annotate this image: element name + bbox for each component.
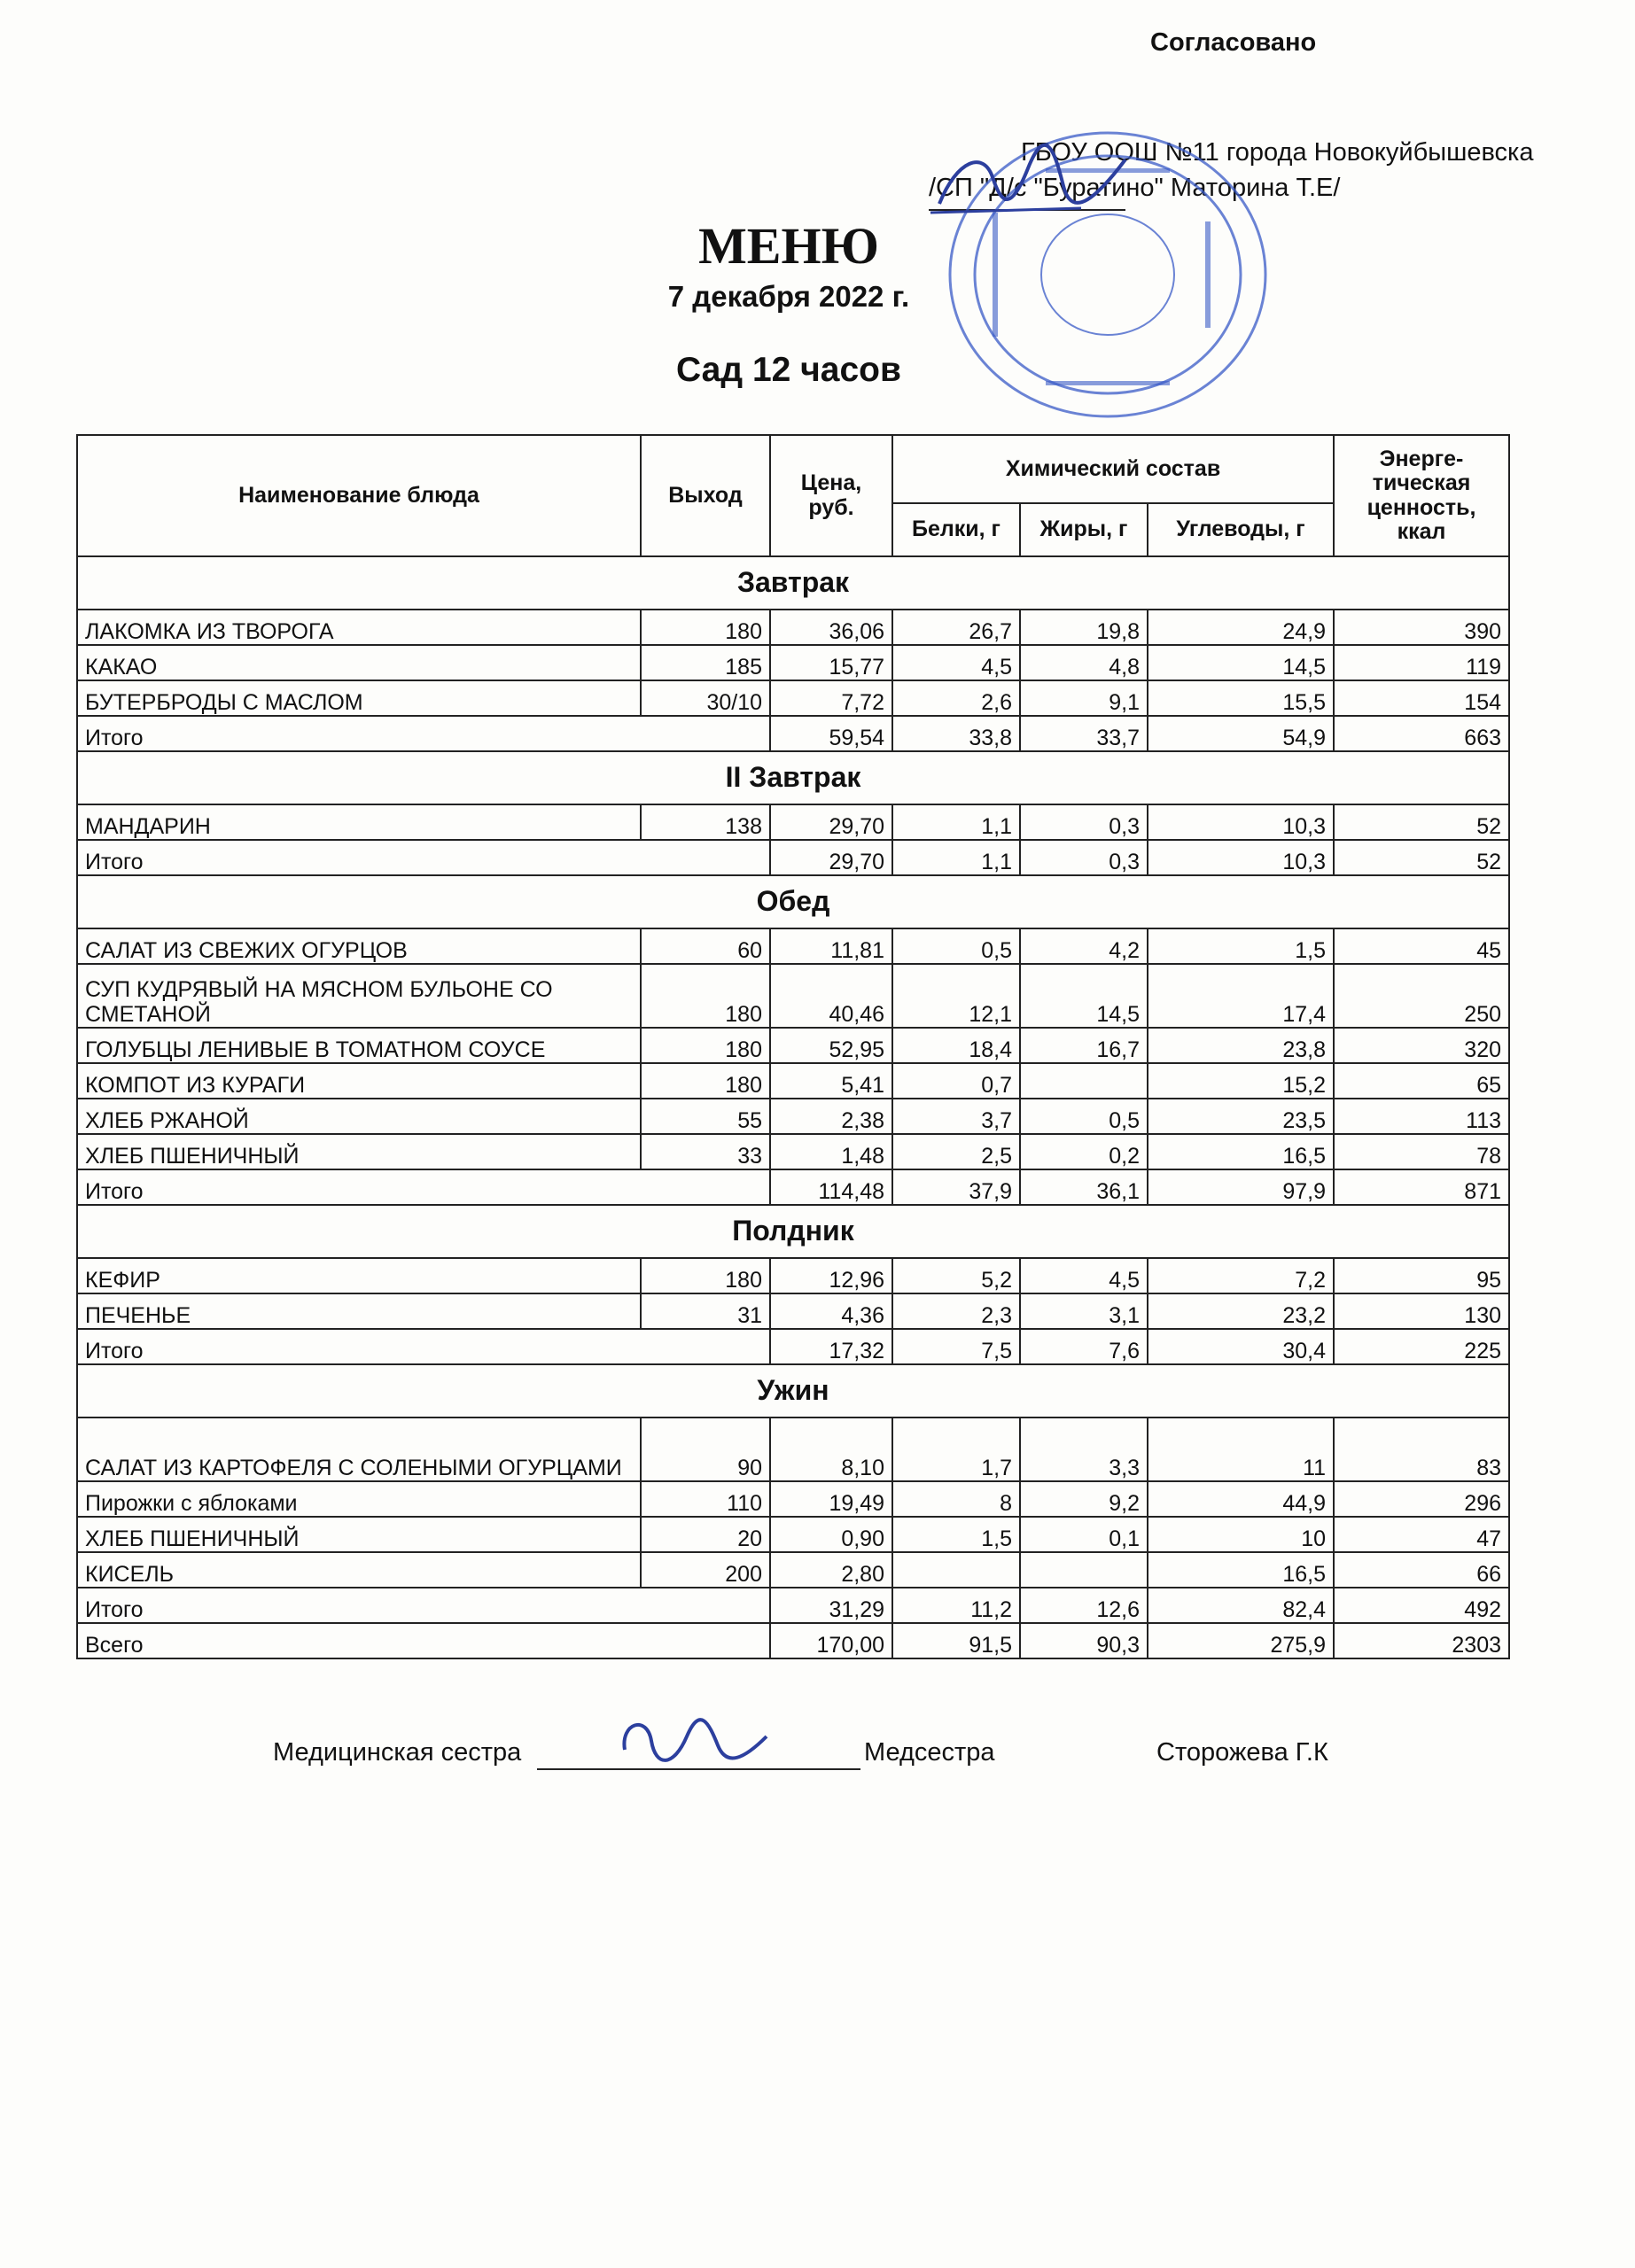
dish-energy: 66 xyxy=(1334,1552,1509,1588)
grand-total-c: 275,9 xyxy=(1148,1623,1334,1658)
dish-output: 60 xyxy=(641,928,770,964)
menu-table xyxy=(76,434,1510,1659)
total-price: 31,29 xyxy=(770,1588,892,1623)
table-row xyxy=(77,645,1509,680)
dish-proteins: 2,6 xyxy=(892,680,1020,716)
dish-name: КЕФИР xyxy=(77,1258,641,1293)
total-c: 54,9 xyxy=(1148,716,1334,751)
table-row xyxy=(77,1134,1509,1169)
dish-carbs: 23,2 xyxy=(1148,1293,1334,1329)
dish-price: 19,49 xyxy=(770,1481,892,1517)
footer-name: Сторожева Г.К xyxy=(1156,1738,1328,1767)
document-date: 7 декабря 2022 г. xyxy=(667,280,910,313)
total-label: Итого xyxy=(77,1169,770,1205)
dish-price: 7,72 xyxy=(770,680,892,716)
dish-energy: 130 xyxy=(1334,1293,1509,1329)
section-title: Ужин xyxy=(77,1364,1509,1418)
total-p: 1,1 xyxy=(892,840,1020,875)
dish-name: ЛАКОМКА ИЗ ТВОРОГА xyxy=(77,610,641,645)
dish-energy: 154 xyxy=(1334,680,1509,716)
dish-output: 180 xyxy=(641,610,770,645)
grand-total-price: 170,00 xyxy=(770,1623,892,1658)
footer-role: Медсестра xyxy=(864,1738,995,1767)
dish-output: 180 xyxy=(641,1028,770,1063)
total-c: 82,4 xyxy=(1148,1588,1334,1623)
dish-name: ХЛЕБ ПШЕНИЧНЫЙ xyxy=(77,1517,641,1552)
dish-name: БУТЕРБРОДЫ С МАСЛОМ xyxy=(77,680,641,716)
table-row xyxy=(77,680,1509,716)
dish-carbs: 17,4 xyxy=(1148,964,1334,1028)
total-row xyxy=(77,1329,1509,1364)
dish-name: ПЕЧЕНЬЕ xyxy=(77,1293,641,1329)
dish-energy: 113 xyxy=(1334,1099,1509,1134)
section-header xyxy=(77,875,1509,928)
dish-output: 185 xyxy=(641,645,770,680)
dish-carbs: 11 xyxy=(1148,1418,1334,1481)
dish-output: 180 xyxy=(641,1063,770,1099)
dish-carbs: 1,5 xyxy=(1148,928,1334,964)
section-title: Обед xyxy=(77,875,1509,928)
dish-energy: 45 xyxy=(1334,928,1509,964)
header-fats: Жиры, г xyxy=(1020,503,1148,556)
table-row xyxy=(77,1028,1509,1063)
table-row xyxy=(77,1418,1509,1481)
dish-carbs: 16,5 xyxy=(1148,1552,1334,1588)
table-row xyxy=(77,1099,1509,1134)
dish-name: Пирожки с яблоками xyxy=(77,1481,641,1517)
dish-proteins: 1,7 xyxy=(892,1418,1020,1481)
table-row xyxy=(77,1063,1509,1099)
dish-price: 2,80 xyxy=(770,1552,892,1588)
dish-energy: 320 xyxy=(1334,1028,1509,1063)
dish-fats: 3,1 xyxy=(1020,1293,1148,1329)
dish-name: САЛАТ ИЗ КАРТОФЕЛЯ С СОЛЕНЫМИ ОГУРЦАМИ xyxy=(77,1418,641,1481)
dish-energy: 250 xyxy=(1334,964,1509,1028)
dish-price: 15,77 xyxy=(770,645,892,680)
total-p: 37,9 xyxy=(892,1169,1020,1205)
dish-energy: 78 xyxy=(1334,1134,1509,1169)
table-row xyxy=(77,1481,1509,1517)
total-label: Итого xyxy=(77,1588,770,1623)
dish-price: 52,95 xyxy=(770,1028,892,1063)
total-row xyxy=(77,716,1509,751)
dish-carbs: 23,5 xyxy=(1148,1099,1334,1134)
dish-name: ХЛЕБ ПШЕНИЧНЫЙ xyxy=(77,1134,641,1169)
total-f: 7,6 xyxy=(1020,1329,1148,1364)
dish-fats: 0,2 xyxy=(1020,1134,1148,1169)
dish-output: 55 xyxy=(641,1099,770,1134)
total-f: 36,1 xyxy=(1020,1169,1148,1205)
dish-carbs: 44,9 xyxy=(1148,1481,1334,1517)
dish-carbs: 23,8 xyxy=(1148,1028,1334,1063)
dish-fats: 0,5 xyxy=(1020,1099,1148,1134)
dish-proteins: 8 xyxy=(892,1481,1020,1517)
dish-fats: 16,7 xyxy=(1020,1028,1148,1063)
dish-output: 110 xyxy=(641,1481,770,1517)
section-title: II Завтрак xyxy=(77,751,1509,804)
section-title: Полдник xyxy=(77,1205,1509,1258)
total-price: 59,54 xyxy=(770,716,892,751)
dish-energy: 47 xyxy=(1334,1517,1509,1552)
dish-proteins: 2,5 xyxy=(892,1134,1020,1169)
grand-total-p: 91,5 xyxy=(892,1623,1020,1658)
dish-proteins: 4,5 xyxy=(892,645,1020,680)
header-price: Цена, руб. xyxy=(770,435,892,556)
total-label: Итого xyxy=(77,840,770,875)
header-proteins: Белки, г xyxy=(892,503,1020,556)
header-name: Наименование блюда xyxy=(77,435,641,556)
grand-total-label: Всего xyxy=(77,1623,770,1658)
dish-output: 90 xyxy=(641,1418,770,1481)
total-e: 871 xyxy=(1334,1169,1509,1205)
dish-output: 31 xyxy=(641,1293,770,1329)
organization-line-2: /СП "Д/с "Буратино" Маторина Т.Е/ xyxy=(929,174,1341,202)
dish-carbs: 16,5 xyxy=(1148,1134,1334,1169)
table-row xyxy=(77,964,1509,1028)
dish-price: 11,81 xyxy=(770,928,892,964)
dish-energy: 296 xyxy=(1334,1481,1509,1517)
dish-fats: 14,5 xyxy=(1020,964,1148,1028)
header-energy: Энерге-тическая ценность, ккал xyxy=(1334,435,1509,556)
dish-output: 200 xyxy=(641,1552,770,1588)
table-row xyxy=(77,1258,1509,1293)
approved-label: Согласовано xyxy=(1150,28,1317,57)
dish-output: 33 xyxy=(641,1134,770,1169)
total-f: 33,7 xyxy=(1020,716,1148,751)
total-label: Итого xyxy=(77,716,770,751)
total-p: 33,8 xyxy=(892,716,1020,751)
approval-signature xyxy=(922,142,1134,221)
grand-total-e: 2303 xyxy=(1334,1623,1509,1658)
dish-proteins: 5,2 xyxy=(892,1258,1020,1293)
document-subtitle: Сад 12 часов xyxy=(676,351,901,389)
dish-energy: 83 xyxy=(1334,1418,1509,1481)
total-c: 10,3 xyxy=(1148,840,1334,875)
total-e: 225 xyxy=(1334,1329,1509,1364)
dish-fats: 9,2 xyxy=(1020,1481,1148,1517)
dish-fats: 4,5 xyxy=(1020,1258,1148,1293)
table-row xyxy=(77,1293,1509,1329)
dish-name: САЛАТ ИЗ СВЕЖИХ ОГУРЦОВ xyxy=(77,928,641,964)
dish-price: 1,48 xyxy=(770,1134,892,1169)
total-row xyxy=(77,840,1509,875)
dish-name: МАНДАРИН xyxy=(77,804,641,840)
section-header xyxy=(77,751,1509,804)
dish-price: 0,90 xyxy=(770,1517,892,1552)
nurse-signature xyxy=(611,1705,771,1776)
dish-output: 138 xyxy=(641,804,770,840)
header-output: Выход xyxy=(641,435,770,556)
total-e: 52 xyxy=(1334,840,1509,875)
dish-proteins: 0,7 xyxy=(892,1063,1020,1099)
menu-body xyxy=(77,556,1509,1658)
dish-price: 4,36 xyxy=(770,1293,892,1329)
dish-name: КИСЕЛЬ xyxy=(77,1552,641,1588)
footer-label: Медицинская сестра xyxy=(273,1738,522,1767)
header-chemical: Химический состав xyxy=(892,435,1334,503)
dish-fats: 19,8 xyxy=(1020,610,1148,645)
section-header xyxy=(77,1205,1509,1258)
dish-proteins xyxy=(892,1552,1020,1588)
dish-price: 8,10 xyxy=(770,1418,892,1481)
dish-fats: 0,1 xyxy=(1020,1517,1148,1552)
dish-price: 2,38 xyxy=(770,1099,892,1134)
dish-carbs: 15,5 xyxy=(1148,680,1334,716)
organization-line-1: ГБОУ ООШ №11 города Новокуйбышевска xyxy=(1021,138,1534,167)
total-row xyxy=(77,1169,1509,1205)
dish-energy: 390 xyxy=(1334,610,1509,645)
dish-proteins: 1,5 xyxy=(892,1517,1020,1552)
dish-fats xyxy=(1020,1063,1148,1099)
dish-name: СУП КУДРЯВЫЙ НА МЯСНОМ БУЛЬОНЕ СО СМЕТАНОЙ xyxy=(77,964,641,1028)
dish-carbs: 7,2 xyxy=(1148,1258,1334,1293)
dish-proteins: 3,7 xyxy=(892,1099,1020,1134)
total-price: 114,48 xyxy=(770,1169,892,1205)
total-e: 663 xyxy=(1334,716,1509,751)
dish-output: 180 xyxy=(641,1258,770,1293)
dish-name: КОМПОТ ИЗ КУРАГИ xyxy=(77,1063,641,1099)
dish-carbs: 10,3 xyxy=(1148,804,1334,840)
dish-energy: 65 xyxy=(1334,1063,1509,1099)
dish-fats: 4,2 xyxy=(1020,928,1148,964)
document-title: МЕНЮ xyxy=(698,217,879,275)
section-header xyxy=(77,556,1509,610)
total-f: 12,6 xyxy=(1020,1588,1148,1623)
dish-proteins: 0,5 xyxy=(892,928,1020,964)
header-carbs: Углеводы, г xyxy=(1148,503,1334,556)
dish-price: 40,46 xyxy=(770,964,892,1028)
dish-proteins: 1,1 xyxy=(892,804,1020,840)
dish-energy: 95 xyxy=(1334,1258,1509,1293)
dish-price: 36,06 xyxy=(770,610,892,645)
total-row xyxy=(77,1588,1509,1623)
grand-total-row xyxy=(77,1623,1509,1658)
total-label: Итого xyxy=(77,1329,770,1364)
dish-proteins: 12,1 xyxy=(892,964,1020,1028)
dish-fats xyxy=(1020,1552,1148,1588)
dish-name: ГОЛУБЦЫ ЛЕНИВЫЕ В ТОМАТНОМ СОУСЕ xyxy=(77,1028,641,1063)
section-title: Завтрак xyxy=(77,556,1509,610)
total-e: 492 xyxy=(1334,1588,1509,1623)
dish-output: 180 xyxy=(641,964,770,1028)
table-row xyxy=(77,1517,1509,1552)
dish-name: КАКАО xyxy=(77,645,641,680)
grand-total-f: 90,3 xyxy=(1020,1623,1148,1658)
dish-fats: 4,8 xyxy=(1020,645,1148,680)
total-p: 11,2 xyxy=(892,1588,1020,1623)
total-f: 0,3 xyxy=(1020,840,1148,875)
dish-carbs: 15,2 xyxy=(1148,1063,1334,1099)
dish-output: 30/10 xyxy=(641,680,770,716)
dish-price: 29,70 xyxy=(770,804,892,840)
dish-name: ХЛЕБ РЖАНОЙ xyxy=(77,1099,641,1134)
total-price: 17,32 xyxy=(770,1329,892,1364)
table-row xyxy=(77,928,1509,964)
table-row xyxy=(77,1552,1509,1588)
section-header xyxy=(77,1364,1509,1418)
dish-proteins: 18,4 xyxy=(892,1028,1020,1063)
total-p: 7,5 xyxy=(892,1329,1020,1364)
dish-energy: 119 xyxy=(1334,645,1509,680)
dish-carbs: 24,9 xyxy=(1148,610,1334,645)
dish-proteins: 2,3 xyxy=(892,1293,1020,1329)
total-price: 29,70 xyxy=(770,840,892,875)
dish-energy: 52 xyxy=(1334,804,1509,840)
dish-output: 20 xyxy=(641,1517,770,1552)
dish-price: 5,41 xyxy=(770,1063,892,1099)
dish-carbs: 14,5 xyxy=(1148,645,1334,680)
table-row xyxy=(77,610,1509,645)
dish-proteins: 26,7 xyxy=(892,610,1020,645)
dish-carbs: 10 xyxy=(1148,1517,1334,1552)
dish-fats: 0,3 xyxy=(1020,804,1148,840)
dish-price: 12,96 xyxy=(770,1258,892,1293)
dish-fats: 3,3 xyxy=(1020,1418,1148,1481)
table-row xyxy=(77,804,1509,840)
total-c: 30,4 xyxy=(1148,1329,1334,1364)
total-c: 97,9 xyxy=(1148,1169,1334,1205)
dish-fats: 9,1 xyxy=(1020,680,1148,716)
